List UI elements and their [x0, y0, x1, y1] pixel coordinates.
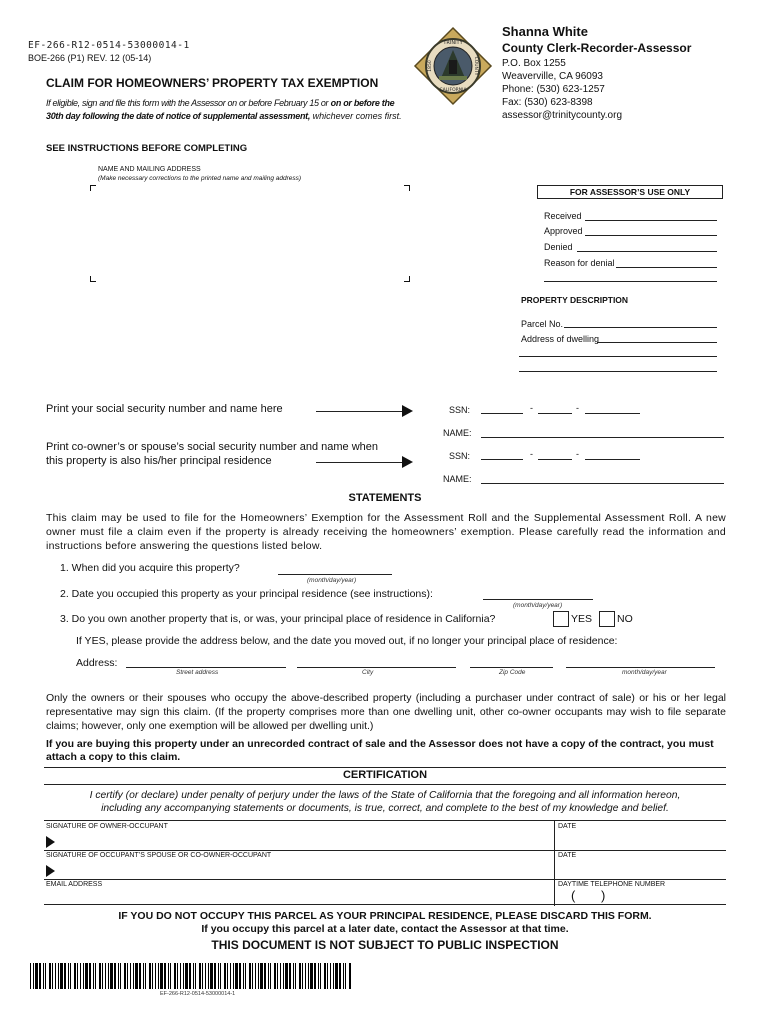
barcode-bar	[45, 963, 46, 989]
ssn-label-1: SSN:	[449, 405, 471, 415]
barcode-bar	[214, 963, 216, 989]
barcode-bar	[58, 963, 59, 989]
barcode-bar	[180, 963, 181, 989]
barcode-bar	[277, 963, 278, 989]
barcode-bar	[199, 963, 201, 989]
barcode-bar	[74, 963, 76, 989]
barcode-bar	[139, 963, 141, 989]
barcode-bar	[133, 963, 134, 989]
barcode-bar	[239, 963, 241, 989]
barcode-bar	[295, 963, 296, 989]
barcode-bar	[258, 963, 259, 989]
barcode-bar	[280, 963, 281, 989]
yes-label: YES	[571, 613, 593, 625]
barcode-bar	[52, 963, 53, 989]
barcode-bar	[124, 963, 126, 989]
dash-1a: -	[530, 403, 533, 413]
dwelling-label: Address of dwelling	[521, 334, 600, 344]
barcode-bar	[330, 963, 331, 989]
barcode-bar	[110, 963, 113, 989]
certification-text-2: including any accompanying statements or documents, is true, correct, and complete to the best of my knowledge and belief.	[101, 803, 669, 814]
corner-top-right	[404, 185, 410, 191]
barcode-bar	[327, 963, 328, 989]
mailing-sublabel: (Make necessary corrections to the printed name and mailing address)	[98, 175, 302, 182]
property-title: PROPERTY DESCRIPTION	[521, 295, 629, 305]
discard-notice: IF YOU DO NOT OCCUPY THIS PARCEL AS YOUR PRINCIPAL RESIDENCE, PLEASE DISCARD THIS FORM.	[118, 910, 652, 922]
barcode-bar	[220, 963, 221, 989]
barcode-bar	[249, 963, 251, 989]
barcode-caption: EF-266-R12-0514-53000014-1	[160, 991, 236, 997]
assessor-use-box	[537, 185, 723, 199]
barcode-bar	[183, 963, 184, 989]
barcode-bar	[335, 963, 338, 989]
barcode-bar	[145, 963, 146, 989]
ssn-label-2: SSN:	[449, 451, 471, 461]
parcel-field[interactable]	[564, 327, 717, 328]
city-hint: City	[362, 669, 374, 676]
denied-field[interactable]	[577, 251, 717, 252]
barcode-bar	[310, 963, 313, 989]
barcode-bar	[302, 963, 303, 989]
question-3: 3. Do you own another property that is, or was, your principal place of residence in California?	[60, 613, 496, 625]
barcode-bar	[168, 963, 169, 989]
arrow-right-icon	[402, 405, 413, 417]
barcode	[30, 963, 353, 989]
phone-label: DAYTIME TELEPHONE NUMBER	[558, 881, 666, 888]
barcode-bar	[152, 963, 153, 989]
dash-2b: -	[576, 449, 579, 459]
seal-text-right: COUNTY	[473, 56, 478, 76]
barcode-bar	[345, 963, 346, 989]
dwelling-field-3[interactable]	[519, 371, 717, 372]
barcode-bar	[135, 963, 138, 989]
barcode-bar	[243, 963, 244, 989]
corner-bottom-left	[90, 276, 96, 282]
grid-col-divider	[554, 821, 555, 906]
dwelling-field-2[interactable]	[519, 356, 717, 357]
barcode-bar	[320, 963, 321, 989]
email-field[interactable]	[46, 890, 551, 904]
barcode-bar	[170, 963, 171, 989]
name-label-2: NAME:	[443, 474, 472, 484]
barcode-bar	[293, 963, 294, 989]
date-field-2[interactable]	[558, 861, 723, 877]
barcode-bar	[202, 963, 203, 989]
moved-date-hint: month/day/year	[622, 669, 667, 676]
address-label: Address:	[76, 657, 118, 669]
barcode-bar	[93, 963, 94, 989]
corner-bottom-right	[404, 276, 410, 282]
barcode-bar	[155, 963, 156, 989]
assessor-po-box: P.O. Box 1255	[502, 58, 566, 69]
reason-label: Reason for denial	[544, 258, 615, 268]
question-2: 2. Date you occupied this property as your principal residence (see instructions):	[60, 588, 433, 600]
certification-divider-top	[44, 767, 726, 768]
barcode-bar	[114, 963, 116, 989]
form-code: EF-266-R12-0514-53000014-1	[28, 40, 190, 51]
barcode-bar	[185, 963, 188, 989]
date-label-2: DATE	[558, 852, 577, 859]
barcode-bar	[264, 963, 266, 989]
barcode-bar	[80, 963, 81, 989]
grid-row-divider-1	[44, 850, 726, 851]
barcode-bar	[60, 963, 63, 989]
barcode-bar	[245, 963, 246, 989]
ssn1-part3[interactable]	[585, 413, 640, 414]
barcode-bar	[55, 963, 56, 989]
mailing-address-area[interactable]	[90, 185, 410, 282]
barcode-bar	[218, 963, 219, 989]
public-inspection-notice: THIS DOCUMENT IS NOT SUBJECT TO PUBLIC INSPECTION	[211, 938, 559, 952]
barcode-bar	[120, 963, 121, 989]
assessor-fax: Fax: (530) 623-8398	[502, 97, 593, 108]
assessor-phone: Phone: (530) 623-1257	[502, 84, 605, 95]
certification-text-1: I certify (or declare) under penalty of perjury under the laws of the State of California that the foregoing and all information hereon,	[89, 790, 681, 801]
phone-paren-close: )	[601, 888, 606, 903]
barcode-bar	[260, 963, 263, 989]
phone-field[interactable]	[578, 890, 723, 904]
barcode-bar	[164, 963, 166, 989]
barcode-bar	[318, 963, 319, 989]
ssn1-part2[interactable]	[538, 413, 572, 414]
barcode-bar	[308, 963, 309, 989]
zip-field[interactable]	[470, 667, 553, 668]
barcode-bar	[343, 963, 344, 989]
corner-top-left	[90, 185, 96, 191]
q1-field[interactable]	[278, 574, 392, 575]
dash-1b: -	[576, 403, 579, 413]
barcode-bar	[268, 963, 269, 989]
certification-divider-bottom	[44, 784, 726, 785]
street-field[interactable]	[126, 667, 286, 668]
question-1: 1. When did you acquire this property?	[60, 562, 240, 574]
dwelling-field[interactable]	[597, 342, 717, 343]
barcode-bar	[43, 963, 44, 989]
phone-paren-open: (	[571, 888, 576, 903]
approved-field[interactable]	[585, 235, 717, 236]
name-label-1: NAME:	[443, 428, 472, 438]
sig-spouse-field[interactable]	[60, 861, 550, 877]
barcode-bar	[143, 963, 144, 989]
q1-hint: (month/day/year)	[307, 577, 357, 584]
assessor-use-title: FOR ASSESSOR’S USE ONLY	[569, 187, 691, 197]
sign-here-icon-2	[46, 865, 55, 877]
later-notice: If you occupy this parcel at a later date, contact the Assessor at that time.	[201, 923, 569, 935]
name2-field[interactable]	[481, 483, 724, 484]
barcode-bar	[324, 963, 326, 989]
barcode-bar	[227, 963, 228, 989]
instruction-part2: whichever comes first.	[312, 110, 402, 121]
coowner-label-2: this property is also his/her principal residence	[46, 455, 272, 467]
form-title: CLAIM FOR HOMEOWNERS’ PROPERTY TAX EXEMPTION	[46, 76, 379, 90]
ssn2-part1[interactable]	[481, 459, 523, 460]
assessor-office: County Clerk-Recorder-Assessor	[502, 41, 692, 55]
barcode-bar	[30, 963, 31, 989]
email-label: EMAIL ADDRESS	[46, 881, 103, 888]
ssn2-part3[interactable]	[585, 459, 640, 460]
reason-field-2[interactable]	[544, 281, 717, 282]
dash-2a: -	[530, 449, 533, 459]
q2-hint: (month/day/year)	[513, 602, 563, 609]
barcode-bar	[118, 963, 119, 989]
owners-paragraph: Only the owners or their spouses who occupy the above-described property (including a purchaser under contract of sale) or his or her legal representative may sign this claim. (If the property comprises more than one dwelling unit, other co-owner occupants may wish to file separate claims; however, only one exemption will be allowed per dwelling unit.)	[46, 692, 726, 732]
barcode-bar	[314, 963, 316, 989]
barcode-bar	[195, 963, 196, 989]
assessor-city: Weaverville, CA 96093	[502, 71, 603, 82]
barcode-bar	[299, 963, 301, 989]
barcode-bar	[108, 963, 109, 989]
approved-label: Approved	[544, 226, 583, 236]
no-checkbox[interactable]	[599, 611, 615, 627]
received-label: Received	[544, 211, 582, 221]
coowner-label-1: Print co-owner’s or spouse’s social security number and name when	[46, 441, 378, 453]
mailing-label: NAME AND MAILING ADDRESS	[98, 166, 201, 173]
barcode-bar	[349, 963, 351, 989]
sig-owner-label: SIGNATURE OF OWNER-OCCUPANT	[46, 823, 168, 830]
arrow-right-icon-2	[402, 456, 413, 468]
barcode-bar	[149, 963, 151, 989]
city-field[interactable]	[297, 667, 456, 668]
reason-field[interactable]	[616, 267, 717, 268]
grid-row-divider-2	[44, 879, 726, 880]
barcode-bar	[68, 963, 69, 989]
barcode-bar	[99, 963, 101, 989]
barcode-bar	[127, 963, 128, 989]
received-field[interactable]	[585, 220, 717, 221]
barcode-bar	[230, 963, 231, 989]
denied-label: Denied	[544, 242, 573, 252]
arrow-line-2	[316, 462, 404, 463]
statements-intro: This claim may be used to file for the Homeowners’ Exemption for the Assessment Roll and the Supplemental Assessment Roll. A new owner must file a claim even if the property is already receiving the homeowners’ exemption. Please carefully read the information and instructions before answering the questions listed below.	[46, 512, 726, 552]
q3-followup: If YES, please provide the address below, and the date you moved out, if no longer your principal place of residence:	[76, 635, 618, 647]
see-instructions: SEE INSTRUCTIONS BEFORE COMPLETING	[46, 143, 248, 154]
moved-date-field[interactable]	[566, 667, 715, 668]
barcode-bar	[85, 963, 88, 989]
barcode-bar	[193, 963, 194, 989]
assessor-name: Shanna White	[502, 24, 588, 39]
barcode-bar	[49, 963, 51, 989]
barcode-bar	[270, 963, 271, 989]
barcode-bar	[64, 963, 66, 989]
barcode-bar	[339, 963, 341, 989]
contract-paragraph: If you are buying this property under an unrecorded contract of sale and the Assessor does not have a copy of the contract, you must attach a copy to this claim.	[46, 738, 714, 763]
barcode-bar	[83, 963, 84, 989]
assessor-contact	[502, 23, 742, 122]
ssn1-part1[interactable]	[481, 413, 523, 414]
barcode-bar	[70, 963, 71, 989]
barcode-bar	[274, 963, 276, 989]
zip-hint: Zip Code	[499, 669, 526, 676]
barcode-bar	[208, 963, 209, 989]
barcode-bar	[174, 963, 176, 989]
county-seal-image	[413, 26, 493, 106]
barcode-bar	[233, 963, 234, 989]
barcode-bar	[255, 963, 256, 989]
parcel-label: Parcel No.	[521, 319, 564, 329]
street-hint: Street address	[176, 669, 219, 676]
statements-title: STATEMENTS	[348, 492, 422, 504]
barcode-bar	[89, 963, 91, 989]
barcode-bar	[160, 963, 163, 989]
sig-owner-field[interactable]	[60, 832, 550, 848]
barcode-bar	[105, 963, 106, 989]
date-field-1[interactable]	[558, 832, 723, 848]
date-label-1: DATE	[558, 823, 577, 830]
sign-here-icon	[46, 836, 55, 848]
barcode-bar	[95, 963, 96, 989]
barcode-bar	[189, 963, 191, 989]
no-label: NO	[617, 613, 633, 625]
ssn2-part2[interactable]	[538, 459, 572, 460]
barcode-bar	[285, 963, 288, 989]
barcode-bar	[158, 963, 159, 989]
arrow-line-1	[316, 411, 404, 412]
sig-spouse-label: SIGNATURE OF OCCUPANT’S SPOUSE OR CO-OWNER-OCCUPANT	[46, 852, 272, 859]
barcode-bar	[283, 963, 284, 989]
instruction-bold: on or before the 30th day following the date of notice of supplemental assessment,	[46, 98, 395, 121]
assessor-email: assessor@trinitycounty.org	[502, 110, 623, 121]
barcode-bar	[224, 963, 226, 989]
barcode-bar	[210, 963, 213, 989]
barcode-bar	[333, 963, 334, 989]
barcode-bar	[305, 963, 306, 989]
barcode-bar	[102, 963, 103, 989]
barcode-bar	[77, 963, 78, 989]
county-seal	[413, 26, 493, 106]
barcode-bar	[33, 963, 34, 989]
barcode-bar	[252, 963, 253, 989]
barcode-bar	[289, 963, 291, 989]
barcode-bar	[130, 963, 131, 989]
barcode-bar	[39, 963, 41, 989]
yes-checkbox[interactable]	[553, 611, 569, 627]
barcode-image	[30, 963, 353, 989]
filing-instruction	[46, 97, 406, 122]
form-revision: BOE-266 (P1) REV. 12 (05-14)	[28, 53, 152, 63]
print-ssn-label: Print your social security number and name here	[46, 403, 283, 415]
seal-text-top: TRINITY	[443, 40, 463, 46]
q2-field[interactable]	[483, 599, 593, 600]
barcode-bar	[177, 963, 178, 989]
instruction-part1: If eligible, sign and file this form with the Assessor on or before February 15 or	[46, 98, 329, 108]
barcode-bar	[205, 963, 206, 989]
barcode-bar	[235, 963, 238, 989]
seal-text-left: 1850	[428, 60, 433, 72]
certification-title: CERTIFICATION	[342, 769, 428, 781]
name1-field[interactable]	[481, 437, 724, 438]
seal-text-bottom: CALIFORNIA	[439, 88, 467, 93]
barcode-bar	[35, 963, 38, 989]
